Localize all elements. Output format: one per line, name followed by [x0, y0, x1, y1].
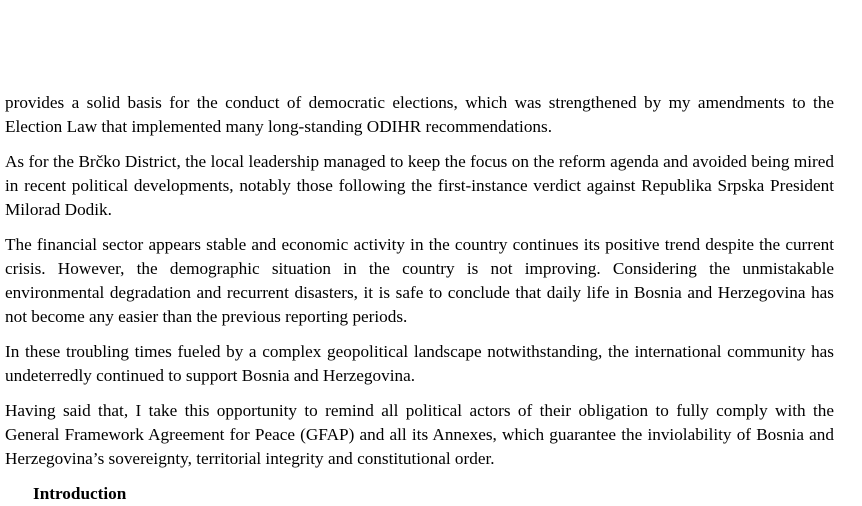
paragraph-financial-sector: The financial sector appears stable and economic activity in the country continues its positive trend despite the current crisis. However, the demographic situation in the country is not improving. Considering the unmistakable environmental degradation and recurrent disasters, it is safe to conclude that daily life in Bosnia and Herzegovina has not become any easier than the previous reporting periods. — [5, 235, 834, 326]
paragraph-gfap-obligation: Having said that, I take this opportunity to remind all political actors of their obligation to fully comply with the General Framework Agreement for Peace (GFAP) and all its Annexes, which guarantee the inviolability of Bosnia and Herzegovina’s sovereignty, territorial integrity and constitutional order. — [5, 401, 834, 468]
paragraph-international-community: In these troubling times fueled by a complex geopolitical landscape notwithstanding, the international community has undeterredly continued to support Bosnia and Herzegovina. — [5, 342, 834, 385]
paragraph-election-law: provides a solid basis for the conduct of democratic elections, which was strengthened by my amendments to the Election Law that implemented many long-standing ODIHR recommendations. — [5, 93, 834, 136]
section-heading-introduction: Introduction — [33, 484, 127, 503]
paragraph-brcko-district: As for the Brčko District, the local leadership managed to keep the focus on the reform agenda and avoided being mired in recent political developments, notably those following the first-instance verdict against Republika Srpska President Milorad Dodik. — [5, 152, 834, 219]
document-body — [5, 91, 834, 506]
